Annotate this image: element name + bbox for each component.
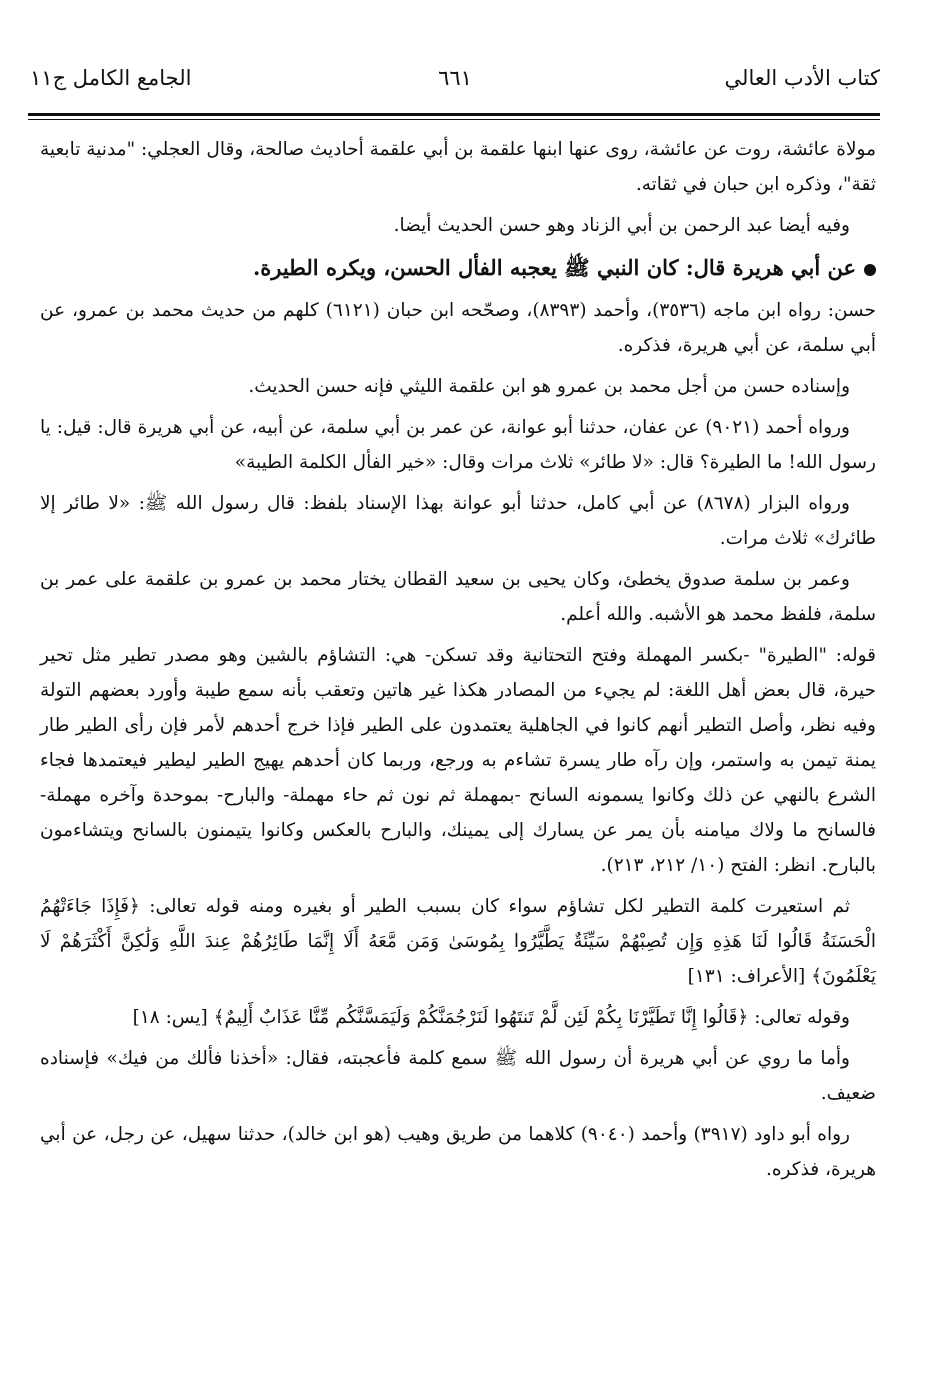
- paragraph: وقوله تعالى: ﴿قَالُوا إِنَّا تَطَيَّرْنَا بِكُمْ لَئِن لَّمْ تَنتَهُوا لَنَرْجُمَنَّكُمْ وَلَيَمَسَّنَّكُم مِّنَّا عَذَابٌ أَلِيمٌ﴾ [يس: ١٨]: [132, 1007, 850, 1028]
- page-header: [30, 66, 880, 106]
- header-rule-thin: [28, 119, 880, 120]
- page-number: ٦٦١: [438, 66, 472, 90]
- paragraph: وفيه أيضا عبد الرحمن بن أبي الزناد وهو حسن الحديث أيضا.: [393, 215, 850, 236]
- paragraph: وعمر بن سلمة صدوق يخطئ، وكان يحيى بن سعيد القطان يختار محمد بن عمرو بن علقمة على عمر بن سلمة، فلفظ محمد هو الأشبه. والله أعلم.: [40, 569, 876, 625]
- paragraph: رواه أبو داود (٣٩١٧) وأحمد (٩٠٤٠) كلاهما من طريق وهيب (هو ابن خالد)، حدثنا سهيل، عن رجل، عن أبي هريرة، فذكره.: [40, 1124, 876, 1180]
- bullet-icon: [864, 264, 876, 276]
- paragraph: ورواه البزار (٨٦٧٨) عن أبي كامل، حدثنا أبو عوانة بهذا الإسناد بلفظ: قال رسول الله ﷺ: «لا طائر إلا طائرك» ثلاث مرات.: [40, 493, 876, 549]
- book-title: كتاب الأدب العالي: [724, 66, 880, 90]
- hadith-paragraph: [40, 249, 876, 287]
- page-body: [40, 132, 876, 1193]
- paragraph: قوله: "الطيرة" -بكسر المهملة وفتح التحتانية وقد تسكن- هي: التشاؤم بالشين وهو مصدر تطير مثل تحير حيرة، قال بعض أهل اللغة: لم يجيء من المصادر هكذا غير هاتين وتعقب بأنه سمع طيبة وأورد بعضهم التولة وفيه نظر، وأصل التطير أنهم كانوا في الجاهلية يعتمدون على الطير فإذا خرج أحدهم لأمر فإن رأى الطير طار يمنة تيمن به واستمر، وإن رآه طار يسرة تشاءم به ورجع، وربما كان أحدهم يهيج الطير ليطير فيعتمدها فجاء الشرع بالنهي عن ذلك وكانوا يسمونه السانح -بمهملة ثم نون ثم حاء مهملة- والبارح- بموحدة وآخره مهملة- فالسانح ما ولاك ميامنه بأن يمر عن يسارك إلى يمينك، والبارح بالعكس وكانوا يتيمنون بالسانح ويتشاءمون بالبارح. انظر: الفتح (١٠/ ٢١٢، ٢١٣).: [40, 645, 876, 876]
- hadith-text: عن أبي هريرة قال: كان النبي ﷺ يعجبه الفأل الحسن، ويكره الطيرة.: [252, 255, 856, 280]
- paragraph: وإسناده حسن من أجل محمد بن عمرو هو ابن علقمة الليثي فإنه حسن الحديث.: [248, 376, 850, 397]
- paragraph: حسن: رواه ابن ماجه (٣٥٣٦)، وأحمد (٨٣٩٣)، وصحّحه ابن حبان (٦١٢١) كلهم من حديث محمد بن عمرو، عن أبي سلمة، عن أبي هريرة، فذكره.: [40, 300, 876, 356]
- paragraph: مولاة عائشة، روت عن عائشة، روى عنها ابنها علقمة بن أبي علقمة أحاديث صالحة، وقال العجلي: "مدنية تابعية ثقة"، وذكره ابن حبان في ثقاته.: [40, 139, 876, 195]
- header-rule: [28, 113, 880, 116]
- paragraph: ثم استعيرت كلمة التطير لكل تشاؤم سواء كان بسبب الطير أو بغيره ومنه قوله تعالى: ﴿فَإِذَا جَاءَتْهُمُ الْحَسَنَةُ قَالُوا لَنَا هَذِهِ وَإِن تُصِبْهُمْ سَيِّئَةٌ يَطَّيَّرُوا بِمُوسَىٰ وَمَن مَّعَهُ أَلَا إِنَّمَا طَائِرُهُمْ عِندَ اللَّهِ وَلَٰكِنَّ أَكْثَرَهُمْ لَا يَعْلَمُونَ﴾ [الأعراف: ١٣١]: [40, 896, 876, 987]
- paragraph: ورواه أحمد (٩٠٢١) عن عفان، حدثنا أبو عوانة، عن عمر بن أبي سلمة، عن أبيه، عن أبي هريرة قال: قيل: يا رسول الله! ما الطيرة؟ قال: «لا طائر» ثلاث مرات وقال: «خير الفأل الكلمة الطيبة»: [40, 417, 876, 473]
- collection-title: الجامع الكامل ج١١: [30, 66, 192, 90]
- paragraph: وأما ما روي عن أبي هريرة أن رسول الله ﷺ سمع كلمة فأعجبته، فقال: «أخذنا فألك من فيك» فإسناده ضعيف.: [40, 1048, 876, 1104]
